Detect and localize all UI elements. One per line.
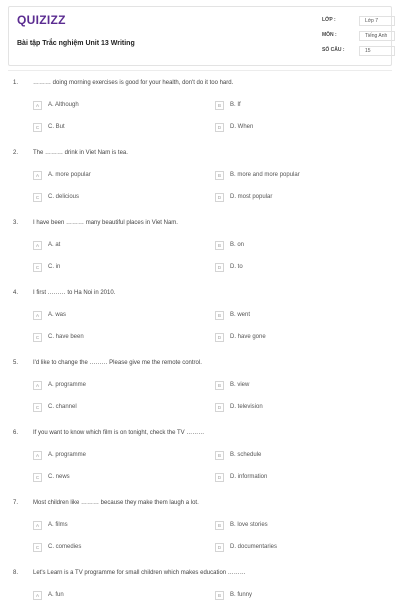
option-letter-badge: D (215, 193, 224, 202)
option-letter-badge: D (215, 473, 224, 482)
option-letter-badge: C (33, 543, 42, 552)
option-letter-badge: C (33, 403, 42, 412)
option-text: D. documentaries (230, 544, 278, 550)
option-text: C. have been (48, 334, 84, 340)
option-text: B. funny (230, 592, 253, 598)
option-text: C. channel (48, 404, 77, 410)
question-item (0, 500, 400, 570)
question-text: If you want to know which film is on tonight, check the TV ……… (33, 430, 205, 436)
option-letter-badge: A (33, 101, 42, 110)
option-letter-badge: A (33, 311, 42, 320)
option-letter-badge: B (215, 241, 224, 250)
option-text: A. Although (48, 102, 79, 108)
question-count-value: 15 (359, 46, 395, 56)
question-number: 6. (13, 430, 19, 436)
option-text: D. to (230, 264, 243, 270)
option-letter-badge: B (215, 451, 224, 460)
quizizz-logo: QUIZIZZ (17, 13, 66, 27)
option-text: A. at (48, 242, 61, 248)
question-item (0, 360, 400, 430)
option-letter-badge: C (33, 333, 42, 342)
question-number: 3. (13, 220, 19, 226)
option-letter-badge: A (33, 241, 42, 250)
subject-label: MÔN : (322, 32, 337, 38)
option-text: A. was (48, 312, 67, 318)
option-letter-badge: C (33, 473, 42, 482)
option-text: B. went (230, 312, 251, 318)
option-letter-badge: A (33, 171, 42, 180)
option-text: C. comedies (48, 544, 82, 550)
option-text: C. news (48, 474, 70, 480)
option-text: A. fun (48, 592, 64, 598)
option-text: C. in (48, 264, 61, 270)
question-text: I'd like to change the ……… Please give me the remote control. (33, 360, 202, 366)
question-number: 7. (13, 500, 19, 506)
question-text: I have been ……… many beautiful places in Viet Nam. (33, 220, 178, 226)
option-letter-badge: B (215, 171, 224, 180)
question-item (0, 430, 400, 500)
question-item (0, 80, 400, 150)
option-text: D. When (230, 124, 254, 130)
option-text: D. most popular (230, 194, 273, 200)
option-text: C. delicious (48, 194, 80, 200)
option-text: B. view (230, 382, 250, 388)
option-text: B. on (230, 242, 245, 248)
question-text: Let's Learn is a TV programme for small children which makes education ……… (33, 570, 246, 576)
option-letter-badge: B (215, 591, 224, 600)
option-text: A. films (48, 522, 68, 528)
option-letter-badge: D (215, 403, 224, 412)
question-number: 4. (13, 290, 19, 296)
question-number: 2. (13, 150, 19, 156)
question-count-label: SỐ CÂU : (322, 47, 345, 53)
question-text: I first ……… to Ha Noi in 2010. (33, 290, 116, 296)
option-text: B. schedule (230, 452, 262, 458)
option-letter-badge: B (215, 311, 224, 320)
question-text: The ……… drink in Viet Nam is tea. (33, 150, 128, 156)
option-letter-badge: B (215, 521, 224, 530)
option-letter-badge: B (215, 101, 224, 110)
option-text: A. programme (48, 382, 87, 388)
option-letter-badge: B (215, 381, 224, 390)
class-value: Lớp 7 (359, 16, 395, 26)
option-text: D. information (230, 474, 268, 480)
option-text: D. have gone (230, 334, 266, 340)
question-number: 5. (13, 360, 19, 366)
option-text: A. programme (48, 452, 87, 458)
question-item (0, 150, 400, 220)
option-letter-badge: A (33, 521, 42, 530)
option-letter-badge: C (33, 263, 42, 272)
option-text: D. television (230, 404, 263, 410)
option-text: B. If (230, 102, 241, 108)
question-item (0, 220, 400, 290)
question-text: ……… doing morning exercises is good for your health, don't do it too hard. (33, 80, 234, 86)
option-letter-badge: C (33, 193, 42, 202)
option-text: C. But (48, 124, 65, 130)
class-label: LỚP : (322, 17, 336, 23)
question-number: 8. (13, 570, 19, 576)
option-letter-badge: D (215, 543, 224, 552)
worksheet-title: Bài tập Trắc nghiệm Unit 13 Writing (17, 40, 135, 47)
option-text: B. more and more popular (230, 172, 300, 178)
question-number: 1. (13, 80, 19, 86)
worksheet-header (8, 6, 392, 66)
option-letter-badge: D (215, 263, 224, 272)
question-text: Most children like ……… because they make them laugh a lot. (33, 500, 199, 506)
option-text: A. more popular (48, 172, 91, 178)
option-letter-badge: C (33, 123, 42, 132)
option-letter-badge: D (215, 333, 224, 342)
subject-value: Tiếng Anh (359, 31, 395, 41)
header-divider (8, 70, 392, 71)
question-item (0, 290, 400, 360)
option-text: B. love stories (230, 522, 268, 528)
option-letter-badge: A (33, 451, 42, 460)
question-item (0, 570, 400, 600)
option-letter-badge: A (33, 591, 42, 600)
option-letter-badge: D (215, 123, 224, 132)
option-letter-badge: A (33, 381, 42, 390)
